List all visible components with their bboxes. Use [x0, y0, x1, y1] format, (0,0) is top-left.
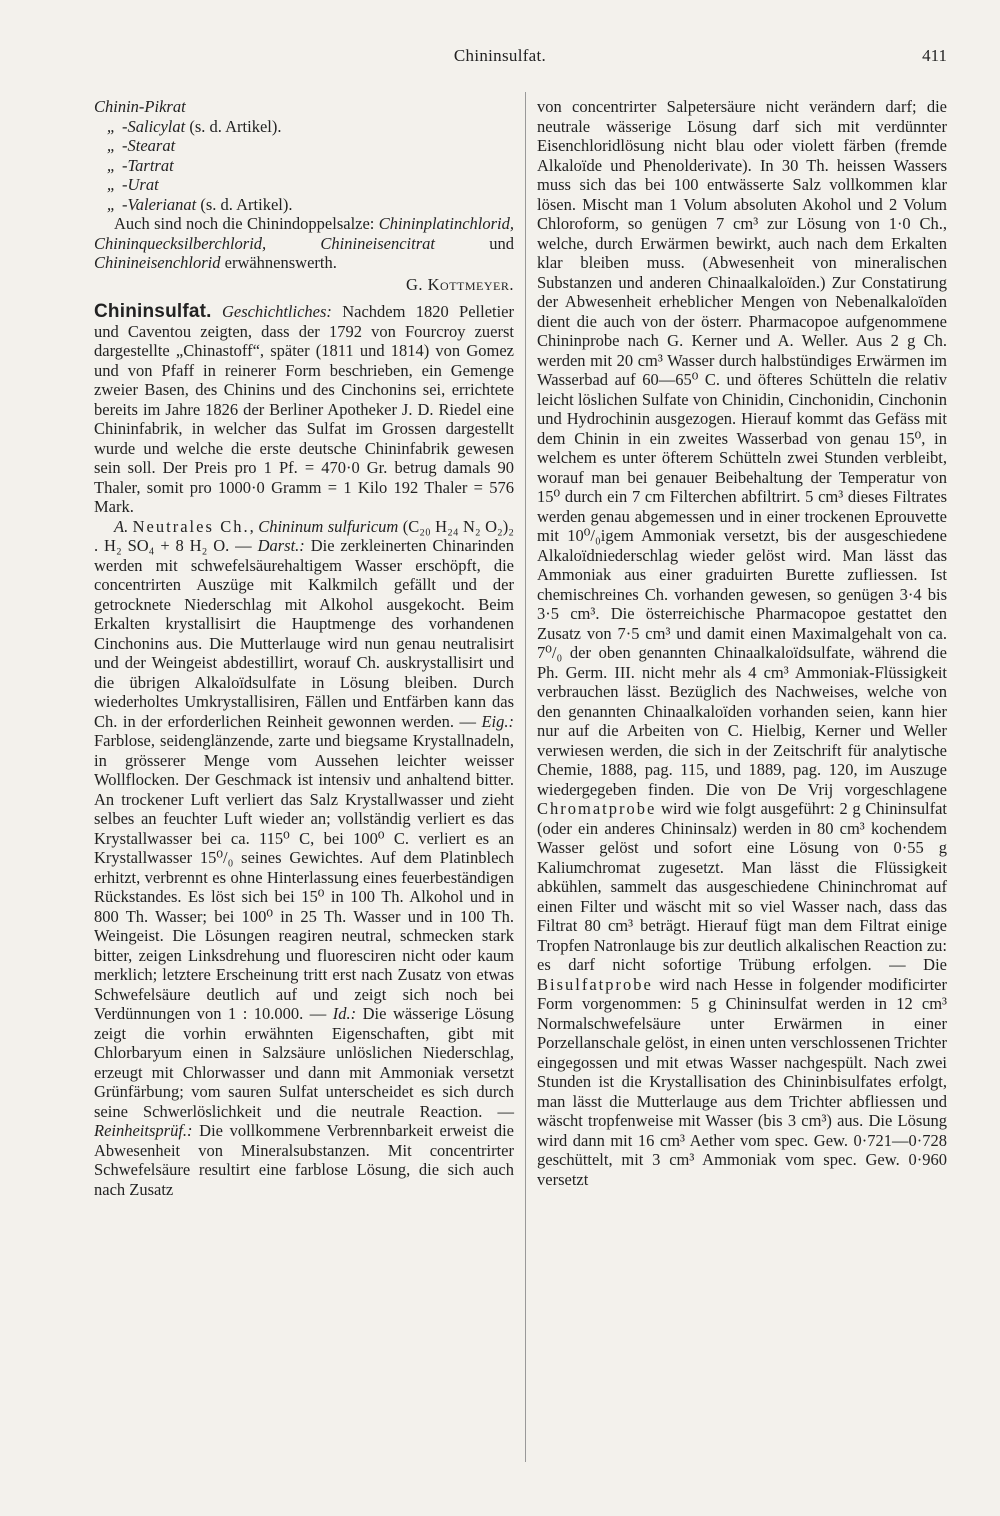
list-item: Chinin-Pikrat [94, 97, 186, 116]
neutral-salt-paragraph: A. Neutrales Ch., Chininum sulfuricum (C₂₀ H₂₄ N₂ O₂)₂ . H₂ SO₄ + 8 H₂ O. — Darst.: Die zerkleinerten Chinarinden werden mit schwefelsäurehaltigem Wasser erschöpft, die concentrirten Auszüge mit Kalkmilch gefällt und der getrocknete Niederschlag mit Alkohol ausgekocht. Beim Erkalten krystallisirt die Hauptmenge des vorhandenen Cinchonins aus. Die Mutterlauge wird nun genau neutralisirt und der Weingeist abdestillirt, worauf Ch. auskrystallisirt und die übrigen Alkaloïdsulfate in Lösung bleiben. Durch wiederholtes Umkrystallisiren, Fällen und Entfärben kann das Ch. in der erforderlichen Reinheit gewonnen werden. — Eig.: Farblose, seidenglänzende, zarte und biegsame Krystallnadeln, in grösserer Menge vom Aussehen leichter weisser Wollflocken. Der Geschmack ist intensiv und anhaltend bitter. An trockener Luft verliert das Salz Krystallwasser und zieht selbes an feuchter Luft wieder an; vollständig verliert es das Krystallwasser bei ca. 115⁰ C, bei 100⁰ C. verliert es an Krystallwasser 15⁰/₀ seines Gewichtes. Auf dem Platinblech erhitzt, verbrennt es ohne Hinterlassung eines feuerbeständigen Rückstandes. Es löst sich bei 15⁰ in 100 Th. Alkohol und in 800 Th. Wasser; bei 100⁰ in 25 Th. Wasser und in 100 Th. Weingeist. Die Lösungen reagiren neutral, schmecken stark bitter, zeigen Linksdrehung und fluoresciren nicht oder kaum merklich; letztere Erscheinung tritt erst nach Zusatz von etwas Schwefelsäure deutlich auf und zeigt sich noch bei Verdünnungen von 1 : 10.000. — Id.: Die wässerige Lösung zeigt die vorhin erwähnten Eigenschaften, gibt mit Chlorbaryum einen in Salzsäure unlöslichen Niederschlag, erzeugt mit Chlorwasser und dann mit Ammoniak versetzt Grünfärbung; vom sauren Sulfat unterscheidet es sich durch seine Schwerlöslichkeit und die neutrale Reaction. — Reinheitsprüf.: Die vollkommene Verbrennbarkeit erweist die Abwesenheit von Mineralsubstanzen. Mit concentrirter Schwefelsäure resultirt eine farblose Lösung, die sich auch nach Zusatz [94, 516, 515, 1199]
running-title: Chininsulfat. [453, 46, 547, 65]
purity-paragraph: von concentrirter Salpetersäure nicht verändern darf; die neutrale wässerige Lösung darf sich mit verdünnter Eisenchloridlösung nicht blau oder violett färben (fremde Alkaloïde und Phenolderivate). In 30 Th. heissen Wassers muss sich das bei 100 entwässerte Salz vollkommen klar lösen. Mischt man 1 Volum absoluten Akohol und 2 Volum Chloroform, so genügen 7 cm³ zur Lösung von 1·0 Ch., welche, durch Erwärmen bewirkt, auch nach dem Erkalten klar bleiben muss. (Abwesenheit von mineralischen Substanzen und anderen Chinaalkaloïden.) Zur Constatirung der Abwesenheit erheblicher Mengen von Nebenalkaloïden dient die auch von der österr. Pharmacopoe aufgenommene Chininprobe nach G. Kerner und A. Weller. Aus 2 g Ch. werden mit 20 cm³ Wasser durch halbstündiges Erwärmen im Wasserbad auf 60—65⁰ C. und öfteres Schütteln die relativ leicht löslichen Sulfate von Chinidin, Cinchonidin, Cinchonin und Hydrochinin ausgezogen. Hierauf kommt das Gefäss mit dem Chinin in ein zweites Wasserbad von genau 15⁰, in welchem es unter öfterem Schütteln zwei Stunden verbleibt, worauf man bei genauer Beibehaltung der Temperatur von 15⁰ durch ein 7 cm Filterchen abfiltrirt. 5 cm³ dieses Filtrates werden genau abgemessen und in einer trockenen Eprouvette mit 10⁰/₀igem Ammoniak versetzt, bis der ausgeschiedene Alkaloïdniederschlag wieder gelöst wird. Man lässt das Ammoniak aus einer graduirten Burette zufliessen. Ist chemischreines Ch. vorhanden gewesen, so genügen 3·4 bis 3·5 cm³. Die österreichische Pharmacopoe gestattet den Zusatz von 7·5 cm³ und damit einen Maximalgehalt von ca. 7⁰/₀ der oben genannten Chinaalkaloïdsulfate, während die Ph. Germ. III. nicht mehr als 4 cm³ Ammoniak-Flüssigkeit verbrauchen lässt. Bezüglich des Nachweises, welche von den genannten Chinaalkaloïden vorhanden seien, kann hier nur auf die Arbeiten von C. Hielbig, Kerner und Weller verwiesen werden, die sich in der Zeitschrift für analytische Chemie, 1888, pag. 115, und 1889, pag. 120, im Auszuge wiedergegeben finden. Die von De Vrij vorgeschlagene Chromatprobe wird wie folgt ausgeführt: 2 g Chininsulfat (oder ein anderes Chininsalz) werden in 80 cm³ kochendem Wasser gelöst und sofort eine Lösung von 0·55 g Kaliumchromat zugesetzt. Man lässt die Flüssigkeit abkühlen, sammelt das ausgeschiedene Chininchromat auf einen Filter und wäscht mit so viel Wasser nach, dass das Filtrat 80 cm³ beträgt. Hierauf fügt man dem Filtrat einige Tropfen Natronlauge bis zur deutlich alkalischen Reaction zu: es darf nicht sofortige Trübung erfolgen. — Die Bisulfatprobe wird nach Hesse in folgender modificirter Form vorgenommen: 5 g Chininsulfat werden in 12 cm³ Normalschwefelsäure unter Erwärmen in einer Porzellanschale gelöst, in einen unten verschlossenen Trichter eingegossen und mit etwas Wasser nachgespült. Nach zwei Stunden ist die Krystallisation des Chininbisulfates erfolgt, man lässt die Mutterlauge aus dem Trichter abfliessen und wäscht tropfenweise mit Wasser (bis 3 cm³) aus. Die Lösung wird dann mit 16 cm³ Aether vom spec. Gew. 0·721—0·728 geschüttelt, mit 3 cm³ Ammoniak vom spec. Gew. 0·960 versetzt [537, 97, 947, 1189]
column-divider [525, 92, 526, 1462]
history-paragraph: Chininsulfat. Geschichtliches: Nachdem 1820 Pelletier und Caventou zeigten, dass der 1792 von Fourcroy zuerst dargestellte „Chinastoff“, später (1811 und 1814) von Gomez und von Pfaff in reinerer Form beschrieben, ein Gemenge zweier Basen, des Chinins und des Cinchonins sei, errichtete bereits im Jahre 1826 der Berliner Apotheker J. D. Riedel eine Chininfabrik, in welcher das Sulfat im Grossen dargestellt wurde und welche die erste deutsche Chininfabrik gewesen sein soll. Der Preis pro 1 Pf. = 470·0 Gr. betrug damals 90 Thaler, somit pro 1000·0 Gramm = 1 Kilo 192 Thaler = 576 Mark. [94, 301, 514, 516]
list-item: „ -Stearat [106, 136, 176, 155]
entry-headword: Chininsulfat. [94, 301, 212, 322]
list-item: „ -Valerianat (s. d. Artikel). [106, 194, 293, 214]
list-item: „ -Urat [106, 175, 159, 194]
page-number: 411 [922, 46, 947, 65]
list-item: „ -Salicylat (s. d. Artikel). [106, 116, 282, 136]
author-signature: G. Kottmeyer. [405, 274, 514, 294]
right-column [537, 97, 947, 1189]
left-column [94, 97, 514, 1199]
doppelsalze-paragraph: Auch sind noch die Chinindoppelsalze: Chininplatinchlorid, Chininquecksilberchlorid, Chinineisencitrat und Chinineisenchlorid erwähnenswerth. [94, 214, 515, 272]
salt-list [94, 97, 514, 214]
list-item: „ -Tartrat [106, 155, 174, 175]
